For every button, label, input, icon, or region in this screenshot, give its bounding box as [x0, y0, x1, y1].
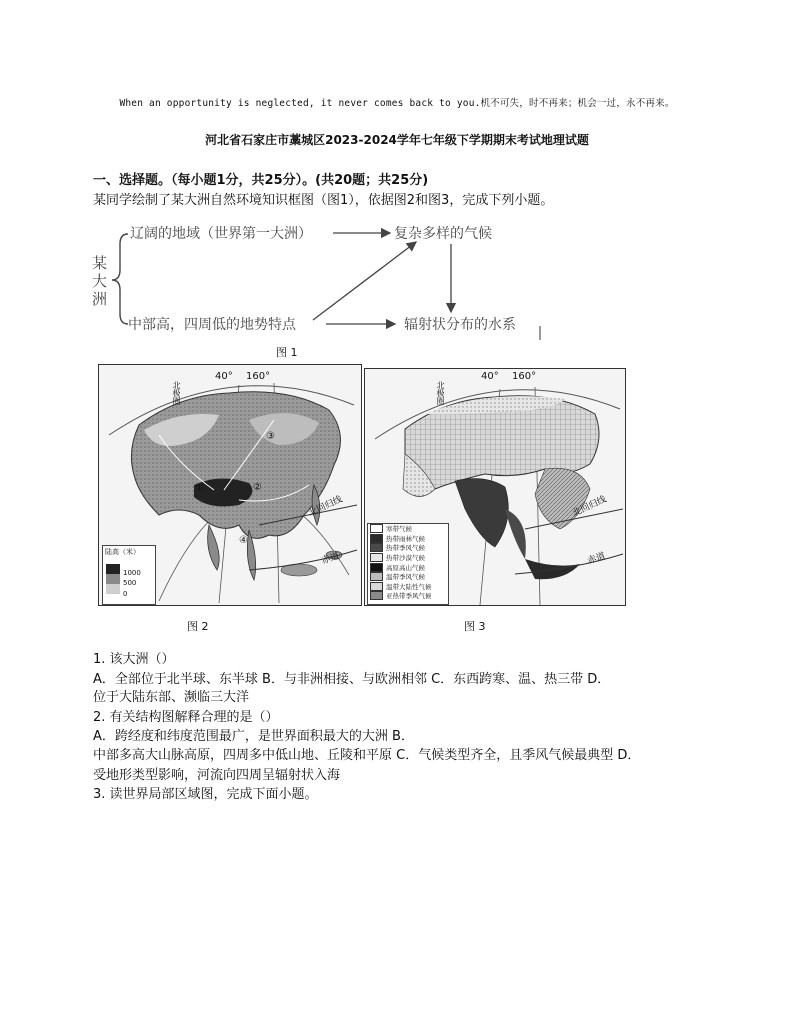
- figure-2-caption: 图 2: [187, 620, 209, 633]
- climate-legend-swatch: [370, 563, 383, 572]
- climate-legend-item: [368, 591, 448, 601]
- figure-1-caption: 图 1: [276, 346, 298, 359]
- climate-legend-swatch: [370, 572, 383, 581]
- root-label: 某大洲: [92, 254, 108, 308]
- legend-swatch-mid: [106, 574, 120, 584]
- climate-legend-item: [368, 543, 448, 553]
- marker-4: ④: [239, 535, 248, 546]
- q2-options-line2: 中部多高大山脉高原，四周多中低山地、丘陵和平原 C．气候类型齐全，且季风气候最典型 D．: [93, 748, 641, 763]
- legend-value-1000: 1000: [123, 569, 141, 577]
- legend-swatch-low: [106, 584, 120, 594]
- q2-stem: 2. 有关结构图解释合理的是（）: [93, 710, 279, 725]
- climate-legend-label: 高原高山气候: [386, 563, 425, 572]
- climate-legend-item: [368, 572, 448, 582]
- climate-legend-swatch: [370, 524, 383, 533]
- climate-legend-item: [368, 582, 448, 592]
- climate-legend-item: [368, 553, 448, 563]
- equator-label-3: 赤道: [586, 551, 607, 567]
- climate-legend-label: 热带季风气候: [386, 544, 425, 553]
- section-intro: 某同学绘制了某大洲自然环境知识框图（图1），依据图2和图3，完成下列小题。: [93, 193, 554, 208]
- climate-legend-label: 热带雨林气候: [386, 534, 425, 543]
- legend-value-500: 500: [123, 579, 137, 587]
- relief-legend-title: 陆高（米）: [105, 548, 140, 556]
- exam-title: 河北省石家庄市藁城区2023-2024学年七年级下学期期末考试地理试题: [205, 133, 589, 147]
- node-terrain: 中部高，四周低的地势特点: [128, 317, 296, 333]
- marker-3: ③: [266, 431, 275, 442]
- q1-options-line2: 位于大陆东部、濒临三大洋: [93, 690, 250, 705]
- q1-stem: 1. 该大洲（）: [93, 652, 175, 667]
- marker-2: ②: [253, 482, 262, 493]
- marker-1: ①: [195, 483, 204, 494]
- tropic-label: 北回归线: [307, 494, 345, 520]
- climate-legend-item: [368, 562, 448, 572]
- climate-legend: [367, 523, 449, 605]
- climate-legend-list: [368, 524, 448, 601]
- climate-legend-swatch: [370, 553, 383, 562]
- climate-legend-label: 亚热带季风气候: [386, 592, 432, 601]
- climate-legend-label: 温带大陆性气候: [386, 582, 432, 591]
- figure-1-diagram: [88, 218, 558, 343]
- node-climate: 复杂多样的气候: [394, 226, 492, 242]
- header-slogan: When an opportunity is neglected, it never comes back to you.机不可失，时不再来；机会一过，永不再来。: [119, 98, 675, 109]
- q2-options-line1: A．跨经度和纬度范围最广，是世界面积最大的大洲 B．: [93, 729, 414, 744]
- brace-shape: [112, 234, 128, 324]
- figure-2-relief-map: [98, 364, 362, 606]
- figure-3-climate-map: [364, 368, 626, 606]
- node-area: 辽阔的地域（世界第一大洲）: [130, 226, 312, 242]
- lon-40-label-3: 40°: [481, 371, 499, 382]
- figure-3-caption: 图 3: [464, 620, 486, 633]
- climate-legend-swatch: [370, 591, 383, 600]
- equator-label: 赤道: [320, 551, 341, 567]
- climate-legend-label: 温带季风气候: [386, 573, 425, 582]
- climate-legend-item: [368, 524, 448, 534]
- climate-legend-swatch: [370, 534, 383, 543]
- climate-legend-item: [368, 534, 448, 544]
- q1-options-line1: A．全部位于北半球、东半球 B．与非洲相接、与欧洲相邻 C．东西跨寒、温、热三带 D．: [93, 672, 611, 687]
- section-heading: 一、选择题。（每小题1分，共25分）。(共20题；共25分): [93, 173, 429, 188]
- climate-legend-swatch: [370, 543, 383, 552]
- q3-stem: 3. 读世界局部区域图，完成下面小题。: [93, 787, 318, 802]
- legend-swatch-high: [106, 564, 120, 574]
- q2-options-line3: 受地形类型影响，河流向四周呈辐射状入海: [93, 768, 341, 783]
- lon-160-label-3: 160°: [512, 371, 537, 382]
- lon-160-label: 160°: [246, 371, 271, 382]
- climate-legend-swatch: [370, 582, 383, 591]
- lon-40-label: 40°: [215, 371, 233, 382]
- arctic-circle-label-3: 北极圈: [436, 381, 445, 405]
- node-rivers: 辐射状分布的水系: [404, 317, 516, 333]
- tropic-label-3: 北回归线: [571, 494, 609, 520]
- climate-legend-label: 热带沙漠气候: [386, 554, 425, 563]
- arctic-circle-label: 北极圈: [172, 381, 181, 405]
- climate-legend-label: 寒带气候: [386, 525, 412, 534]
- legend-value-0: 0: [123, 590, 128, 598]
- arrow-terrain-to-climate: [313, 242, 416, 320]
- relief-legend: [102, 545, 156, 605]
